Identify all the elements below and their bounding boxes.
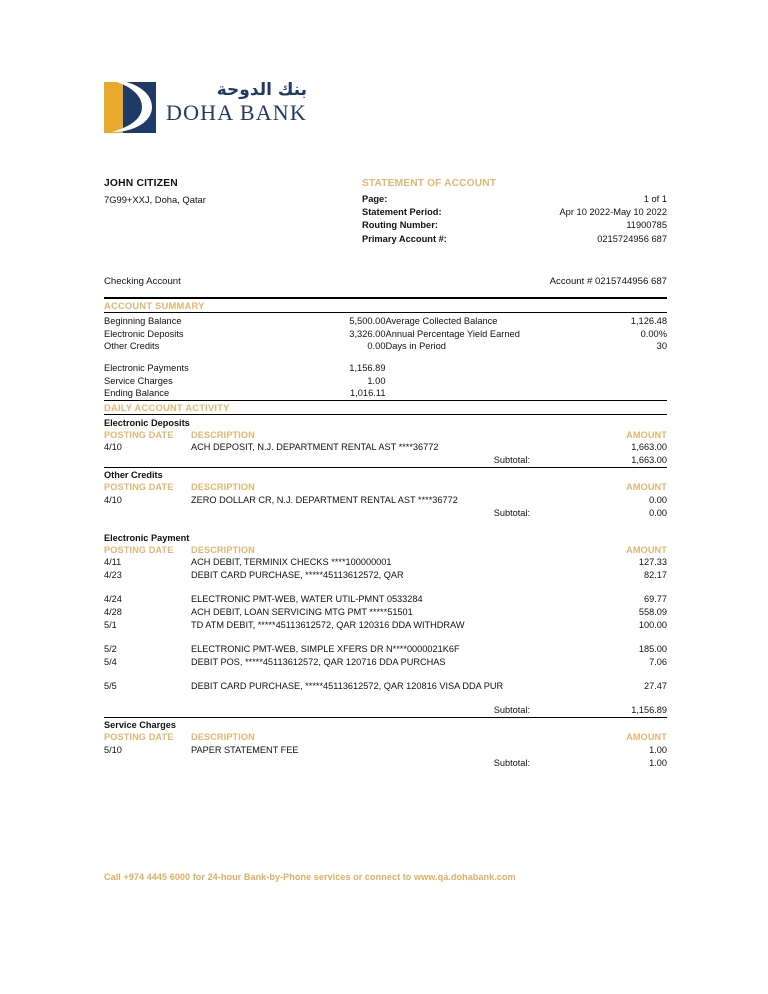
amount: 1.00 xyxy=(649,744,667,755)
summary-amount: 1,156.89 xyxy=(349,363,386,374)
description: ACH DEPOSIT, N.J. DEPARTMENT RENTAL AST ****36772 xyxy=(191,442,439,453)
description: ACH DEBIT, LOAN SERVICING MTG PMT *****51501 xyxy=(191,607,413,618)
meta-value: 11900785 xyxy=(626,220,667,231)
column-header-date: POSTING DATE xyxy=(104,544,174,555)
subtotal-row xyxy=(104,757,667,770)
posting-date: 5/5 xyxy=(104,681,117,692)
column-header-row xyxy=(104,429,667,441)
amount: 1,663.00 xyxy=(631,442,667,453)
summary-amount: 0.00 xyxy=(367,341,386,352)
table-row xyxy=(104,680,667,693)
column-header-amount: AMOUNT xyxy=(626,544,667,555)
column-header-amount: AMOUNT xyxy=(626,482,667,493)
meta-row-page xyxy=(362,194,667,204)
meta-label: Statement Period: xyxy=(362,207,442,218)
table-row xyxy=(104,556,667,569)
meta-label: Page: xyxy=(362,194,388,204)
summary-row xyxy=(104,328,667,340)
column-header-description: DESCRIPTION xyxy=(191,482,255,493)
amount: 558.09 xyxy=(638,607,667,618)
table-row xyxy=(104,569,667,582)
daily-activity-title: DAILY ACCOUNT ACTIVITY xyxy=(104,402,230,414)
description: ZERO DOLLAR CR, N.J. DEPARTMENT RENTAL AST ****36772 xyxy=(191,494,458,505)
subtotal-label: Subtotal: xyxy=(493,705,530,716)
bank-name-latin: DOHA BANK xyxy=(166,100,307,125)
column-header-amount: AMOUNT xyxy=(626,429,667,440)
posting-date: 5/4 xyxy=(104,657,117,668)
doha-bank-logo-icon xyxy=(104,78,156,133)
summary-cell xyxy=(104,328,386,340)
subtotal-spacer xyxy=(104,693,667,704)
statement-title: STATEMENT OF ACCOUNT xyxy=(362,178,497,189)
summary-amount: 1.00 xyxy=(367,375,386,386)
summary-amount: 1,126.48 xyxy=(630,316,667,327)
subtotal-row xyxy=(104,454,667,467)
table-row xyxy=(104,744,667,757)
amount: 0.00 xyxy=(649,494,667,505)
meta-row-primary-account xyxy=(362,234,667,244)
summary-amount: 30 xyxy=(656,341,667,352)
posting-date: 4/10 xyxy=(104,442,122,453)
posting-date: 4/10 xyxy=(104,494,122,505)
description: DEBIT CARD PURCHASE, *****45113612572, QAR 120816 VISA DDA PUR xyxy=(191,681,504,692)
amount: 82.17 xyxy=(644,570,667,581)
meta-value: Apr 10 2022-May 10 2022 xyxy=(559,207,667,218)
table-row xyxy=(104,656,667,669)
column-header-date: POSTING DATE xyxy=(104,482,174,493)
summary-label: Electronic Deposits xyxy=(104,328,184,339)
description: DEBIT POS, *****45113612572, QAR 120716 DDA PURCHAS xyxy=(191,657,446,668)
posting-date: 5/10 xyxy=(104,744,122,755)
logo-swoosh-icon xyxy=(108,78,156,134)
posting-date: 4/24 xyxy=(104,594,122,605)
customer-name: JOHN CITIZEN xyxy=(104,178,178,189)
summary-row xyxy=(104,362,667,374)
table-row xyxy=(104,593,667,606)
table-row xyxy=(104,494,667,507)
summary-label: Days in Period xyxy=(385,341,446,352)
summary-spacer xyxy=(104,352,667,362)
summary-cell xyxy=(104,315,386,327)
bank-name-block xyxy=(166,78,307,125)
group-title: Other Credits xyxy=(104,470,163,481)
group-title: Service Charges xyxy=(104,720,177,731)
summary-amount: 3,326.00 xyxy=(349,328,386,339)
amount: 27.47 xyxy=(644,681,667,692)
account-type: Checking Account xyxy=(104,275,181,287)
summary-label: Electronic Payments xyxy=(104,363,189,374)
subtotal-amount: 0.00 xyxy=(649,507,667,518)
summary-cell xyxy=(386,315,668,327)
meta-value: 1 of 1 xyxy=(643,194,667,204)
summary-label: Service Charges xyxy=(104,375,173,386)
posting-date: 4/28 xyxy=(104,607,122,618)
summary-label: Annual Percentage Yield Earned xyxy=(385,328,520,339)
table-row xyxy=(104,606,667,619)
account-summary-title: ACCOUNT SUMMARY xyxy=(104,300,205,312)
amount: 127.33 xyxy=(638,557,667,568)
summary-under-rule xyxy=(104,312,667,313)
column-header-row xyxy=(104,481,667,493)
subtotal-amount: 1.00 xyxy=(649,757,667,768)
summary-row xyxy=(104,315,667,327)
row-spacer xyxy=(104,632,667,643)
amount: 7.06 xyxy=(649,657,667,668)
column-header-description: DESCRIPTION xyxy=(191,732,255,743)
summary-row xyxy=(104,387,667,399)
group-title: Electronic Deposits xyxy=(104,417,190,428)
posting-date: 4/23 xyxy=(104,570,122,581)
subtotal-label: Subtotal: xyxy=(493,455,530,466)
amount: 100.00 xyxy=(638,620,667,631)
column-header-date: POSTING DATE xyxy=(104,429,174,440)
subtotal-label: Subtotal: xyxy=(493,507,530,518)
table-row xyxy=(104,441,667,454)
posting-date: 5/1 xyxy=(104,620,117,631)
column-header-date: POSTING DATE xyxy=(104,732,174,743)
row-spacer xyxy=(104,582,667,593)
column-header-description: DESCRIPTION xyxy=(191,429,255,440)
group-title: Electronic Payment xyxy=(104,532,190,543)
summary-amount: 0.00% xyxy=(640,328,667,339)
posting-date: 4/11 xyxy=(104,557,122,568)
posting-date: 5/2 xyxy=(104,644,117,655)
group-spacer xyxy=(104,519,667,530)
description: PAPER STATEMENT FEE xyxy=(191,744,299,755)
meta-label: Primary Account #: xyxy=(362,233,447,244)
column-header-amount: AMOUNT xyxy=(626,732,667,743)
account-summary-table xyxy=(104,315,667,399)
subtotal-row xyxy=(104,507,667,520)
subtotal-amount: 1,663.00 xyxy=(631,455,667,466)
table-row xyxy=(104,619,667,632)
statement-body xyxy=(104,178,667,769)
description: DEBIT CARD PURCHASE, *****45113612572, QAR xyxy=(191,570,404,581)
description: ELECTRONIC PMT-WEB, WATER UTIL-PMNT 0533284 xyxy=(191,594,423,605)
column-header-description: DESCRIPTION xyxy=(191,544,255,555)
summary-cell xyxy=(386,340,668,352)
bank-logo xyxy=(104,78,307,133)
subtotal-amount: 1,156.89 xyxy=(631,705,667,716)
summary-cell xyxy=(104,362,386,374)
customer-block xyxy=(104,178,362,247)
activity-group-electronic-payment xyxy=(104,519,667,718)
meta-value: 0215724956 687 xyxy=(597,233,667,244)
summary-cell xyxy=(104,387,386,399)
summary-amount: 5,500.00 xyxy=(349,316,386,327)
summary-row xyxy=(104,375,667,387)
activity-group-service-charges xyxy=(104,718,667,770)
column-header-row xyxy=(104,731,667,743)
summary-amount: 1,016.11 xyxy=(350,388,386,399)
table-row xyxy=(104,643,667,656)
account-number: Account # 0215744956 687 xyxy=(549,275,667,287)
subtotal-label: Subtotal: xyxy=(493,757,530,768)
statement-meta xyxy=(362,178,667,247)
row-spacer xyxy=(104,669,667,680)
summary-cell xyxy=(386,328,668,340)
activity-group-electronic-deposits xyxy=(104,415,667,468)
footer-contact: Call +974 4445 6000 for 24-hour Bank-by-Phone services or connect to www.qa.dohabank.com xyxy=(104,872,516,882)
summary-row xyxy=(104,340,667,352)
summary-label: Average Collected Balance xyxy=(385,316,498,327)
column-header-row xyxy=(104,544,667,556)
summary-cell-empty xyxy=(386,362,668,374)
summary-label: Other Credits xyxy=(104,341,160,352)
summary-cell xyxy=(104,340,386,352)
customer-address: 7G99+XXJ, Doha, Qatar xyxy=(104,193,206,205)
summary-cell-empty xyxy=(386,387,668,399)
summary-label: Ending Balance xyxy=(104,388,170,399)
summary-label: Beginning Balance xyxy=(104,316,182,327)
description: TD ATM DEBIT, *****45113612572, QAR 120316 DDA WITHDRAW xyxy=(191,620,465,631)
meta-row-statement-period xyxy=(362,207,667,217)
activity-group-other-credits xyxy=(104,468,667,520)
bank-name-arabic: بنك الدوحة xyxy=(216,80,307,100)
account-line xyxy=(104,276,667,287)
amount: 69.77 xyxy=(644,594,667,605)
subtotal-row xyxy=(104,704,667,717)
summary-cell-empty xyxy=(386,375,668,387)
amount: 185.00 xyxy=(638,644,667,655)
meta-label: Routing Number: xyxy=(362,220,438,231)
description: ACH DEBIT, TERMINIX CHECKS ****100000001 xyxy=(191,557,392,568)
statement-header xyxy=(104,178,667,247)
description: ELECTRONIC PMT-WEB, SIMPLE XFERS DR N****0000021K6F xyxy=(191,644,460,655)
meta-row-routing-number xyxy=(362,220,667,230)
summary-cell xyxy=(104,375,386,387)
